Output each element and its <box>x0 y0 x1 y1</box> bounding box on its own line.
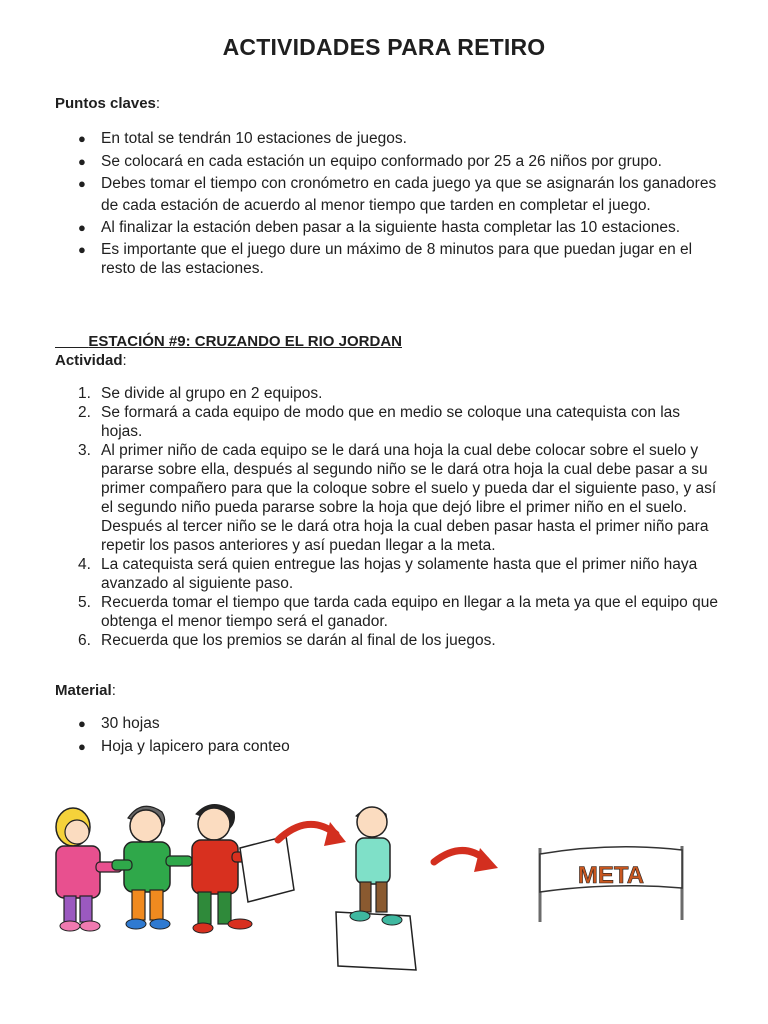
puntos-claves-heading <box>55 95 160 112</box>
material-heading <box>55 682 116 699</box>
arrow-icon <box>434 848 498 872</box>
list-item-text: Se formará a cada equipo de modo que en medio se coloque una catequista con las hojas. <box>101 404 681 440</box>
station-title-text: ESTACIÓN #9: CRUZANDO EL RIO JORDAN <box>88 333 402 350</box>
list-item <box>55 593 725 631</box>
list-item <box>55 403 725 441</box>
list-item-text: Al primer niño de cada equipo se le dará una hoja la cual debe colocar sobre el suelo y pararse sobre ella, después al segundo niño se le dará otra hoja la cual debe pasar a su primer compañero para que la coloque sobre el suelo y pueda dar el siguiente paso, y así el segundo niño pueda pararse sobre la hoja que dejó libre el primer niño en el suelo. Después al tercer niño se le dará otra hoja la cual deben pasar hasta el primer niño para repetir los pasos anteriores y así puedan llegar a la meta. <box>101 442 717 554</box>
list-item <box>55 441 725 555</box>
puntos-claves-label: Puntos claves <box>55 95 156 112</box>
list-item: ● 30 hojas <box>55 713 725 735</box>
list-item-text: Se divide al grupo en 2 equipos. <box>101 385 323 402</box>
list-item: ● Hoja y lapicero para conteo <box>55 736 725 758</box>
list-item-text: Recuerda que los premios se darán al final de los juegos. <box>101 632 496 649</box>
list-item <box>55 555 725 593</box>
list-number: 6. <box>78 632 91 649</box>
list-item-text: Recuerda tomar el tiempo que tarda cada equipo en llegar a la meta ya que el equipo que obtenga el menor tiempo será el ganador. <box>101 594 718 630</box>
station-title <box>55 333 402 350</box>
child-boy-green-figure <box>112 806 192 929</box>
list-item <box>55 631 725 650</box>
meta-banner <box>540 846 682 922</box>
list-number: 4. <box>78 556 91 573</box>
list-item: ● Es importante que el juego dure un máximo de 8 minutos para que puedan jugar en el resto de las estaciones. <box>55 240 725 278</box>
actividad-colon: : <box>122 352 127 369</box>
arrow-icon <box>278 822 346 846</box>
list-item: ● Al finalizar la estación deben pasar a la siguiente hasta completar las 10 estaciones. <box>55 217 725 239</box>
child-girl-figure <box>56 808 122 931</box>
list-number: 5. <box>78 594 91 611</box>
page-title: ACTIVIDADES PARA RETIRO <box>222 34 546 60</box>
puntos-claves-list <box>55 128 725 279</box>
material-list <box>55 713 725 758</box>
list-item: ● En total se tendrán 10 estaciones de juegos. <box>55 128 725 150</box>
list-number: 1. <box>78 385 91 402</box>
meta-banner-text: META <box>577 862 645 889</box>
list-item: ● Se colocará en cada estación un equipo conformado por 25 a 26 niños por grupo. <box>55 151 725 173</box>
actividad-list <box>55 384 725 650</box>
illustration <box>0 790 768 990</box>
material-label: Material <box>55 682 112 699</box>
child-boy-on-paper-figure <box>336 807 416 970</box>
material-colon: : <box>111 682 116 699</box>
list-number: 3. <box>78 442 91 459</box>
actividad-heading <box>55 352 127 369</box>
list-item-text: La catequista será quien entregue las hojas y solamente hasta que el primer niño haya avanzado al siguiente paso. <box>101 556 698 592</box>
child-boy-red-figure <box>192 804 294 933</box>
puntos-claves-colon: : <box>155 95 161 112</box>
list-item <box>55 384 725 403</box>
actividad-label: Actividad <box>55 352 123 369</box>
list-item: ● Debes tomar el tiempo con cronómetro en cada juego ya que se asignarán los ganadores de cada estación de acuerdo al menor tiempo que tarden en completar el juego. <box>55 173 725 216</box>
list-number: 2. <box>78 404 91 421</box>
